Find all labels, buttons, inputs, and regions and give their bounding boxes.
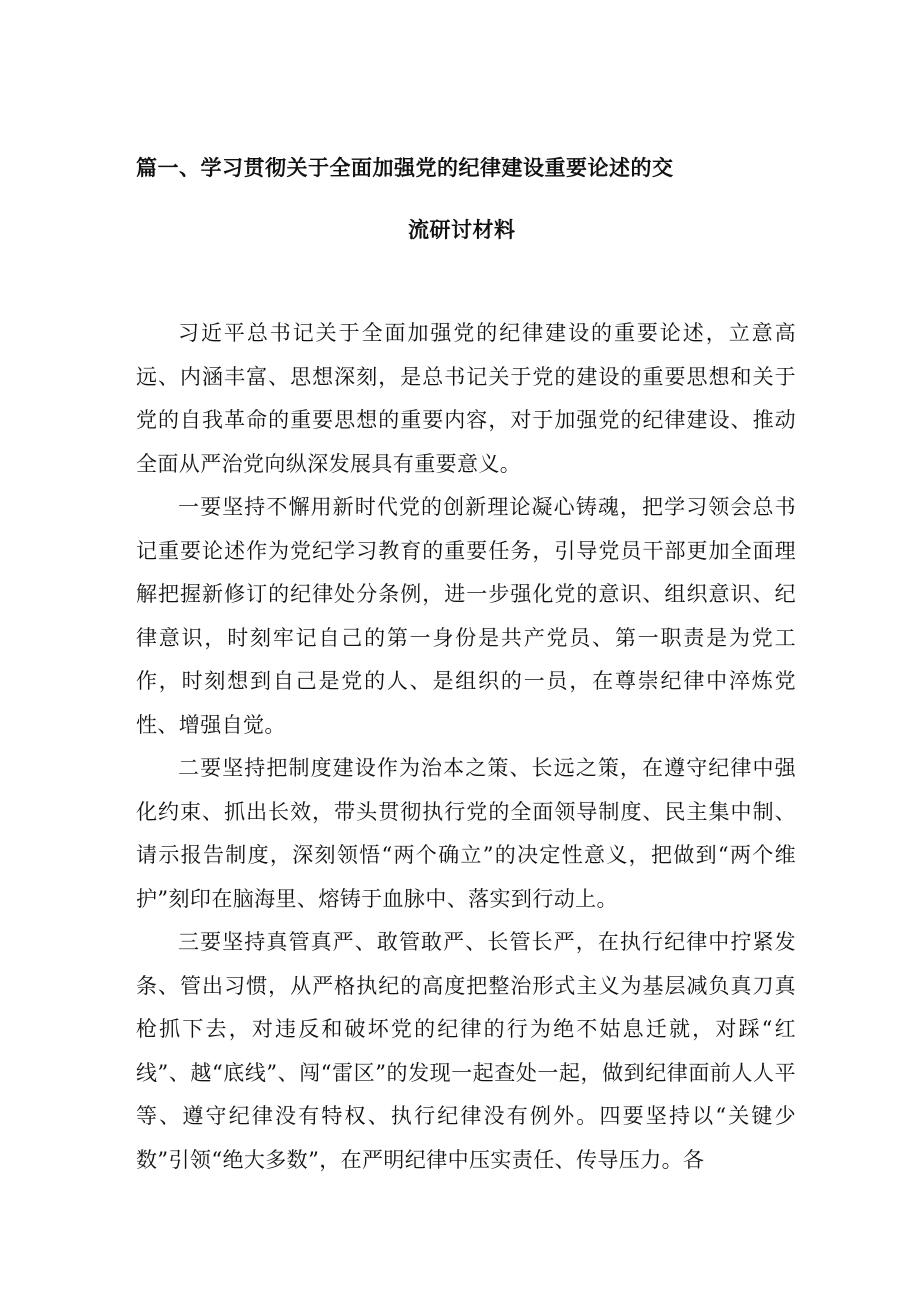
paragraph-point-3: 三要坚持真管真严、敢管敢严、长管长严，在执行纪律中拧紧发条、管出习惯，从严格执纪的高度把整治形式主义为基层减负真刀真枪抓下去，对违反和破坏党的纪律的行为绝不姑息迁就，对踩“红线”、越“底线”、闯“雷区”的发现一起查处一起，做到纪律面前人人平等、遵守纪律没有特权、执行纪律没有例外。四要坚持以“关键少数”引领“绝大多数”，在严明纪律中压实责任、传导压力。各 — [136, 930, 796, 1172]
document-body — [136, 312, 796, 1182]
paragraph-intro: 习近平总书记关于全面加强党的纪律建设的重要论述，立意高远、内涵丰富、思想深刻，是总书记关于党的建设的重要思想和关于党的自我革命的重要思想的重要内容，对于加强党的纪律建设、推动全面从严治党向纵深发展具有重要意义。 — [136, 321, 796, 476]
document-title-line-1: 篇一、学习贯彻关于全面加强党的纪律建设重要论述的交 — [136, 156, 674, 180]
document-title-line-2: 流研讨材料 — [408, 218, 516, 242]
paragraph-point-1: 一要坚持不懈用新时代党的创新理论凝心铸魂，把学习领会总书记重要论述作为党纪学习教育的重要任务，引导党员干部更加全面理解把握新修订的纪律处分条例，进一步强化党的意识、组织意识、纪律意识，时刻牢记自己的第一身份是共产党员、第一职责是为党工作，时刻想到自己是党的人、是组织的一员，在尊崇纪律中淬炼党性、增强自觉。 — [136, 495, 796, 737]
paragraph-point-2: 二要坚持把制度建设作为治本之策、长远之策，在遵守纪律中强化约束、抓出长效，带头贯彻执行党的全面领导制度、民主集中制、请示报告制度，深刻领悟“两个确立”的决定性意义，把做到“两个维护”刻印在脑海里、熔铸于血脉中、落实到行动上。 — [136, 756, 796, 911]
